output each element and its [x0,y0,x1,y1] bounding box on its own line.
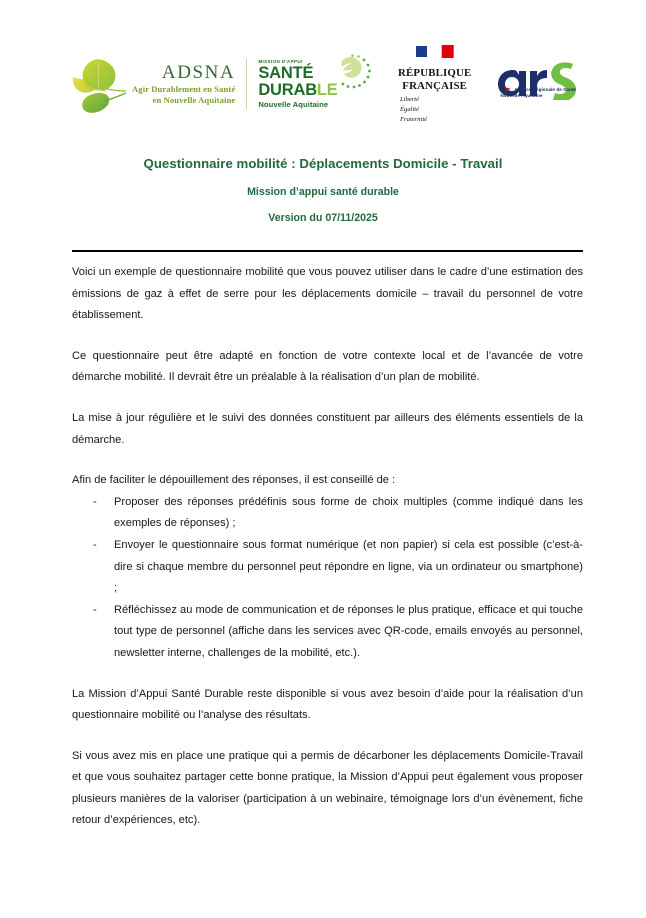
rf-motto-egalite: Égalité [400,105,420,113]
paragraph-2: Ce questionnaire peut être adapté en fonction de votre contexte local et de l’avancée de votre démarche mobilité. Il devrait être un préalable à la réalisation d’un plan de mobilité. [72,349,583,384]
document-body [72,262,583,851]
list-intro: Afin de faciliter le dépouillement des réponses, il est conseillé de : [72,474,396,487]
left-logo-group [68,44,338,124]
ars-logo [493,60,579,108]
adsna-tagline-line2: en Nouvelle Aquitaine [152,94,236,105]
sante-mission-label: MISSION D'APPUI [258,58,303,64]
right-logo-group [398,44,579,124]
paragraph-1: Voici un exemple de questionnaire mobilité que vous pouvez utiliser dans le cadre d’une estimation des émissions de gaz à effet de serre pour les déplacements domicile – travail du personnel de votre établissement. [72,266,583,322]
french-flag-icon [415,44,455,63]
paragraph-3: La mise à jour régulière et le suivi des données constituent par ailleurs des éléments essentiels de la démarche. [72,411,583,446]
rf-title-line2: FRANÇAISE [402,79,468,92]
page-version: Version du 07/11/2025 [268,212,378,224]
paragraph-5: Si vous avez mis en place une pratique qui a permis de décarboner les déplacements Domicile-Travail et que vous souhaitez partager cette bonne pratique, la Mission d’Appui peut également vous proposer plusieurs manières de la valoriser (participation à un webinaire, témoignage lors d’un évènement, fiche retour d’expériences, etc). [72,749,583,827]
list-bullet-dash: - [93,495,97,508]
list-item [72,492,583,535]
logo-header-bar [0,44,646,124]
adsna-text-block [132,63,235,105]
sante-line2-mid: AB [293,81,317,99]
sante-line2-dark: DUR [258,81,294,99]
list-item-text: Envoyer le questionnaire sous format numérique (et non papier) si cela est possible (c’est-à-dire si chaque membre du personnel peut répondre en ligne, via un ordinateur ou smartphone) ; [114,538,583,595]
rf-title-line1: RÉPUBLIQUE [398,66,472,79]
adsna-tagline [132,84,235,105]
advice-list [72,492,583,665]
rf-motto-liberte: Liberté [400,96,420,104]
list-item [72,535,583,600]
ars-tagline-line2: Nouvelle Aquitaine [500,92,543,98]
list-item [72,600,583,665]
page-title: Questionnaire mobilité : Déplacements Domicile - Travail [143,156,503,171]
sante-line3: Nouvelle Aquitaine [258,99,329,109]
page-subtitle: Mission d’appui santé durable [247,186,399,198]
adsna-name: ADSNA [161,62,236,84]
ars-tagline [500,87,575,99]
rf-motto [398,95,427,124]
horizontal-rule [72,250,583,252]
rf-motto-fraternite: Fraternité [400,115,428,123]
sante-durable-logo [258,60,337,109]
list-item-text: Réfléchissez au mode de communication et de réponses le plus pratique, efficace et qui touche tout type de personnel (affiche dans les services avec QR-code, emails envoyés au personnel, newsletter interne, challenges de la mobilité, etc.). [114,603,583,659]
leaf-swoosh-icon [326,53,372,99]
ars-tagline-text1: Agence Régionale de Santé [514,87,576,92]
sante-line2-lime: LE [316,81,338,99]
ginkgo-leaf-icon [68,51,128,118]
paragraph-4: La Mission d’Appui Santé Durable reste disponible si vous avez besoin d’aide pour la réalisation d’un questionnaire mobilité ou l’analyse des résultats. [72,687,583,722]
list-item-text: Proposer des réponses prédéfinis sous forme de choix multiples (comme indiqué dans les exemples de réponses) ; [114,495,583,530]
logo-divider [246,59,247,109]
adsna-tagline-line1: Agir Durablement en Santé [132,84,236,95]
title-block [0,156,646,224]
republique-francaise-logo [398,44,471,124]
ars-tagline-line1 [500,87,575,93]
ars-bullet-icon [500,87,512,91]
sante-line1: SANTÉ [258,64,314,83]
rf-title [398,67,471,92]
list-bullet-dash: - [93,538,97,551]
adsna-logo [68,51,235,118]
list-bullet-dash: - [93,603,97,616]
